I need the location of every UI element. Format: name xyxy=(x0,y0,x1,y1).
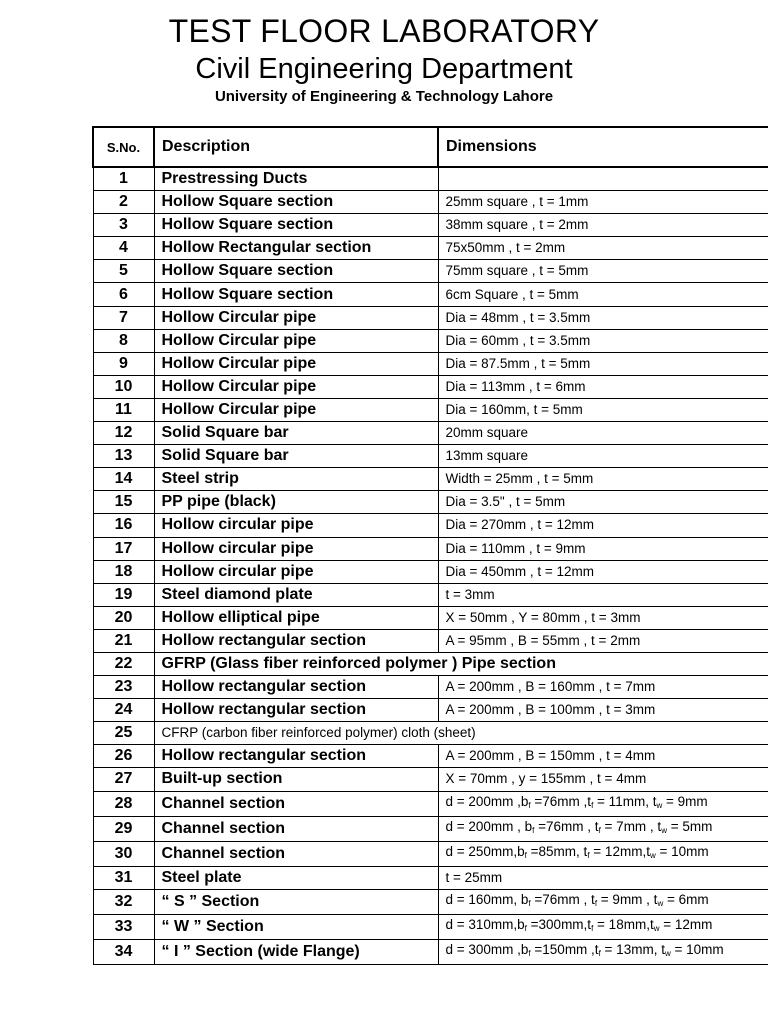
row-serial-number: 6 xyxy=(93,283,154,306)
row-description: “ I ” Section (wide Flange) xyxy=(154,939,438,964)
row-description: Hollow Circular pipe xyxy=(154,375,438,398)
row-dimensions: 6cm Square , t = 5mm xyxy=(438,283,768,306)
table-row xyxy=(93,606,768,629)
row-serial-number: 30 xyxy=(93,841,154,866)
table-row xyxy=(93,939,768,964)
column-header-dimensions: Dimensions xyxy=(438,127,768,167)
row-dimensions xyxy=(438,167,768,191)
row-serial-number: 13 xyxy=(93,445,154,468)
table-row xyxy=(93,699,768,722)
row-serial-number: 26 xyxy=(93,745,154,768)
row-description: Solid Square bar xyxy=(154,445,438,468)
row-dimensions: 75x50mm , t = 2mm xyxy=(438,237,768,260)
table-row xyxy=(93,841,768,866)
table-row xyxy=(93,167,768,191)
row-dimensions: Dia = 60mm , t = 3.5mm xyxy=(438,329,768,352)
row-dimensions: A = 200mm , B = 150mm , t = 4mm xyxy=(438,745,768,768)
row-description: Hollow circular pipe xyxy=(154,560,438,583)
row-dimensions: t = 3mm xyxy=(438,583,768,606)
row-description: Hollow rectangular section xyxy=(154,699,438,722)
column-header-sno: S.No. xyxy=(93,127,154,167)
dimension-text: = 12mm xyxy=(659,916,713,932)
table-row xyxy=(93,514,768,537)
dimension-text: = 11mm, t xyxy=(593,793,657,809)
row-serial-number: 34 xyxy=(93,939,154,964)
table-row xyxy=(93,260,768,283)
dimension-text: =76mm , t xyxy=(530,891,595,907)
table-row xyxy=(93,652,768,675)
dimension-text: d = 200mm ,b xyxy=(445,793,529,809)
row-serial-number: 33 xyxy=(93,914,154,939)
dimension-subscript: f xyxy=(528,898,531,908)
row-dimensions: A = 200mm , B = 160mm , t = 7mm xyxy=(438,676,768,699)
row-dimensions: 75mm square , t = 5mm xyxy=(438,260,768,283)
row-serial-number: 25 xyxy=(93,722,154,745)
table-row xyxy=(93,537,768,560)
dimension-subscript: f xyxy=(524,923,527,933)
row-serial-number: 12 xyxy=(93,422,154,445)
table-row xyxy=(93,398,768,421)
dimension-text: d = 310mm,b xyxy=(445,916,525,932)
dimension-subscript: f xyxy=(587,850,590,860)
dimension-text: = 6mm xyxy=(663,891,709,907)
row-dimensions: Dia = 113mm , t = 6mm xyxy=(438,375,768,398)
dimension-text: d = 300mm ,b xyxy=(445,941,529,957)
table-row xyxy=(93,745,768,768)
table-row xyxy=(93,583,768,606)
table-row xyxy=(93,306,768,329)
table-row xyxy=(93,468,768,491)
row-serial-number: 15 xyxy=(93,491,154,514)
row-description: Hollow Square section xyxy=(154,191,438,214)
row-description: Hollow rectangular section xyxy=(154,676,438,699)
row-description: Steel diamond plate xyxy=(154,583,438,606)
dimension-subscript: w xyxy=(649,850,656,860)
row-description: Hollow Circular pipe xyxy=(154,398,438,421)
row-serial-number: 18 xyxy=(93,560,154,583)
row-serial-number: 31 xyxy=(93,866,154,889)
row-description: Hollow Circular pipe xyxy=(154,352,438,375)
table-row xyxy=(93,191,768,214)
dimension-subscript: f xyxy=(532,825,535,835)
row-description: Solid Square bar xyxy=(154,422,438,445)
row-description: Hollow rectangular section xyxy=(154,745,438,768)
column-header-description: Description xyxy=(154,127,438,167)
dimension-subscript: f xyxy=(591,800,594,810)
dimension-text: = 5mm xyxy=(666,818,713,834)
table-row xyxy=(93,329,768,352)
dimension-subscript: f xyxy=(528,800,531,810)
table-row xyxy=(93,889,768,914)
row-dimensions: t = 25mm xyxy=(438,866,768,889)
row-description: PP pipe (black) xyxy=(154,491,438,514)
table-row xyxy=(93,237,768,260)
row-dimensions: A = 95mm , B = 55mm , t = 2mm xyxy=(438,629,768,652)
table-row xyxy=(93,214,768,237)
dimension-text: d = 160mm, b xyxy=(445,891,529,907)
row-serial-number: 7 xyxy=(93,306,154,329)
dimension-subscript: f xyxy=(591,923,594,933)
page-title: TEST FLOOR LABORATORY xyxy=(168,13,600,49)
row-description: Prestressing Ducts xyxy=(154,167,438,191)
row-dimensions xyxy=(438,791,768,816)
row-serial-number: 23 xyxy=(93,676,154,699)
dimension-text: = 13mm, t xyxy=(600,941,665,957)
row-serial-number: 16 xyxy=(93,514,154,537)
row-description: Hollow Square section xyxy=(154,260,438,283)
table-row xyxy=(93,768,768,791)
row-serial-number: 5 xyxy=(93,260,154,283)
dimension-subscript: w xyxy=(656,800,663,810)
dimension-text: =76mm , t xyxy=(534,818,599,834)
department-subtitle: Civil Engineering Department xyxy=(195,53,573,85)
dimension-text: = 12mm,t xyxy=(589,843,650,859)
row-dimensions xyxy=(438,939,768,964)
table-row xyxy=(93,816,768,841)
row-dimensions: A = 200mm , B = 100mm , t = 3mm xyxy=(438,699,768,722)
row-serial-number: 21 xyxy=(93,629,154,652)
table-row xyxy=(93,422,768,445)
dimension-subscript: f xyxy=(598,825,601,835)
table-row xyxy=(93,722,768,745)
dimension-text: = 9mm , t xyxy=(597,891,658,907)
table-row xyxy=(93,676,768,699)
row-description: Hollow circular pipe xyxy=(154,514,438,537)
row-dimensions: Dia = 3.5" , t = 5mm xyxy=(438,491,768,514)
row-dimensions: Dia = 110mm , t = 9mm xyxy=(438,537,768,560)
row-description: Channel section xyxy=(154,841,438,866)
row-dimensions: Dia = 450mm , t = 12mm xyxy=(438,560,768,583)
row-dimensions: 25mm square , t = 1mm xyxy=(438,191,768,214)
dimension-subscript: f xyxy=(594,898,598,908)
dimension-text: =150mm ,t xyxy=(530,941,599,957)
dimension-text: d = 200mm , b xyxy=(445,818,533,834)
row-dimensions xyxy=(438,841,768,866)
dimension-text: = 10mm xyxy=(655,843,709,859)
row-dimensions: Dia = 270mm , t = 12mm xyxy=(438,514,768,537)
row-description-spanning: CFRP (carbon fiber reinforced polymer) cloth (sheet) xyxy=(154,722,768,745)
row-serial-number: 17 xyxy=(93,537,154,560)
row-description: “ W ” Section xyxy=(154,914,438,939)
dimension-subscript: w xyxy=(657,898,664,908)
row-description: Hollow Square section xyxy=(154,283,438,306)
row-serial-number: 4 xyxy=(93,237,154,260)
dimension-text: =300mm,t xyxy=(526,916,592,932)
row-description: Hollow rectangular section xyxy=(154,629,438,652)
table-row xyxy=(93,283,768,306)
row-description: Built-up section xyxy=(154,768,438,791)
row-dimensions: X = 70mm , y = 155mm , t = 4mm xyxy=(438,768,768,791)
dimension-subscript: f xyxy=(598,948,601,958)
row-dimensions: Dia = 160mm, t = 5mm xyxy=(438,398,768,421)
table-body xyxy=(93,167,768,964)
table-row xyxy=(93,791,768,816)
row-serial-number: 14 xyxy=(93,468,154,491)
row-description: Hollow Square section xyxy=(154,214,438,237)
dimension-text: = 9mm xyxy=(662,793,708,809)
table-header-row xyxy=(93,127,768,167)
table-row xyxy=(93,866,768,889)
row-description: Hollow elliptical pipe xyxy=(154,606,438,629)
table-row xyxy=(93,629,768,652)
table-row xyxy=(93,445,768,468)
row-dimensions: Width = 25mm , t = 5mm xyxy=(438,468,768,491)
dimension-text: d = 250mm,b xyxy=(445,843,525,859)
row-description: Hollow Circular pipe xyxy=(154,306,438,329)
row-description: “ S ” Section xyxy=(154,889,438,914)
row-serial-number: 22 xyxy=(93,652,154,675)
row-description: Hollow Circular pipe xyxy=(154,329,438,352)
row-dimensions: 20mm square xyxy=(438,422,768,445)
dimension-text: =85mm, t xyxy=(526,843,588,859)
row-dimensions: 13mm square xyxy=(438,445,768,468)
row-serial-number: 32 xyxy=(93,889,154,914)
row-serial-number: 28 xyxy=(93,791,154,816)
dimension-subscript: w xyxy=(661,825,667,835)
inventory-table xyxy=(92,126,768,965)
row-dimensions: X = 50mm , Y = 80mm , t = 3mm xyxy=(438,606,768,629)
dimension-subscript: f xyxy=(524,850,527,860)
row-serial-number: 11 xyxy=(93,398,154,421)
table-row xyxy=(93,914,768,939)
dimension-text: = 7mm , t xyxy=(600,818,662,834)
row-serial-number: 2 xyxy=(93,191,154,214)
row-serial-number: 27 xyxy=(93,768,154,791)
row-serial-number: 9 xyxy=(93,352,154,375)
table-row xyxy=(93,491,768,514)
row-description: Channel section xyxy=(154,791,438,816)
university-name: University of Engineering & Technology Lahore xyxy=(214,88,554,105)
row-description: Steel strip xyxy=(154,468,438,491)
row-serial-number: 3 xyxy=(93,214,154,237)
row-description-spanning: GFRP (Glass fiber reinforced polymer ) Pipe section xyxy=(154,652,768,675)
dimension-subscript: w xyxy=(653,923,660,933)
row-description: Steel plate xyxy=(154,866,438,889)
row-dimensions xyxy=(438,816,768,841)
dimension-text: = 18mm,t xyxy=(593,916,654,932)
row-serial-number: 24 xyxy=(93,699,154,722)
row-description: Hollow circular pipe xyxy=(154,537,438,560)
dimension-text: =76mm ,t xyxy=(530,793,592,809)
dimension-subscript: w xyxy=(664,948,671,958)
table-row xyxy=(93,560,768,583)
row-dimensions: Dia = 87.5mm , t = 5mm xyxy=(438,352,768,375)
dimension-subscript: f xyxy=(528,948,531,958)
row-description: Channel section xyxy=(154,816,438,841)
row-description: Hollow Rectangular section xyxy=(154,237,438,260)
row-serial-number: 8 xyxy=(93,329,154,352)
row-serial-number: 20 xyxy=(93,606,154,629)
row-dimensions xyxy=(438,889,768,914)
row-serial-number: 1 xyxy=(93,167,154,191)
row-dimensions: Dia = 48mm , t = 3.5mm xyxy=(438,306,768,329)
dimension-text: = 10mm xyxy=(670,941,724,957)
table-row xyxy=(93,352,768,375)
row-dimensions: 38mm square , t = 2mm xyxy=(438,214,768,237)
row-dimensions xyxy=(438,914,768,939)
row-serial-number: 19 xyxy=(93,583,154,606)
row-serial-number: 29 xyxy=(93,816,154,841)
row-serial-number: 10 xyxy=(93,375,154,398)
table-row xyxy=(93,375,768,398)
